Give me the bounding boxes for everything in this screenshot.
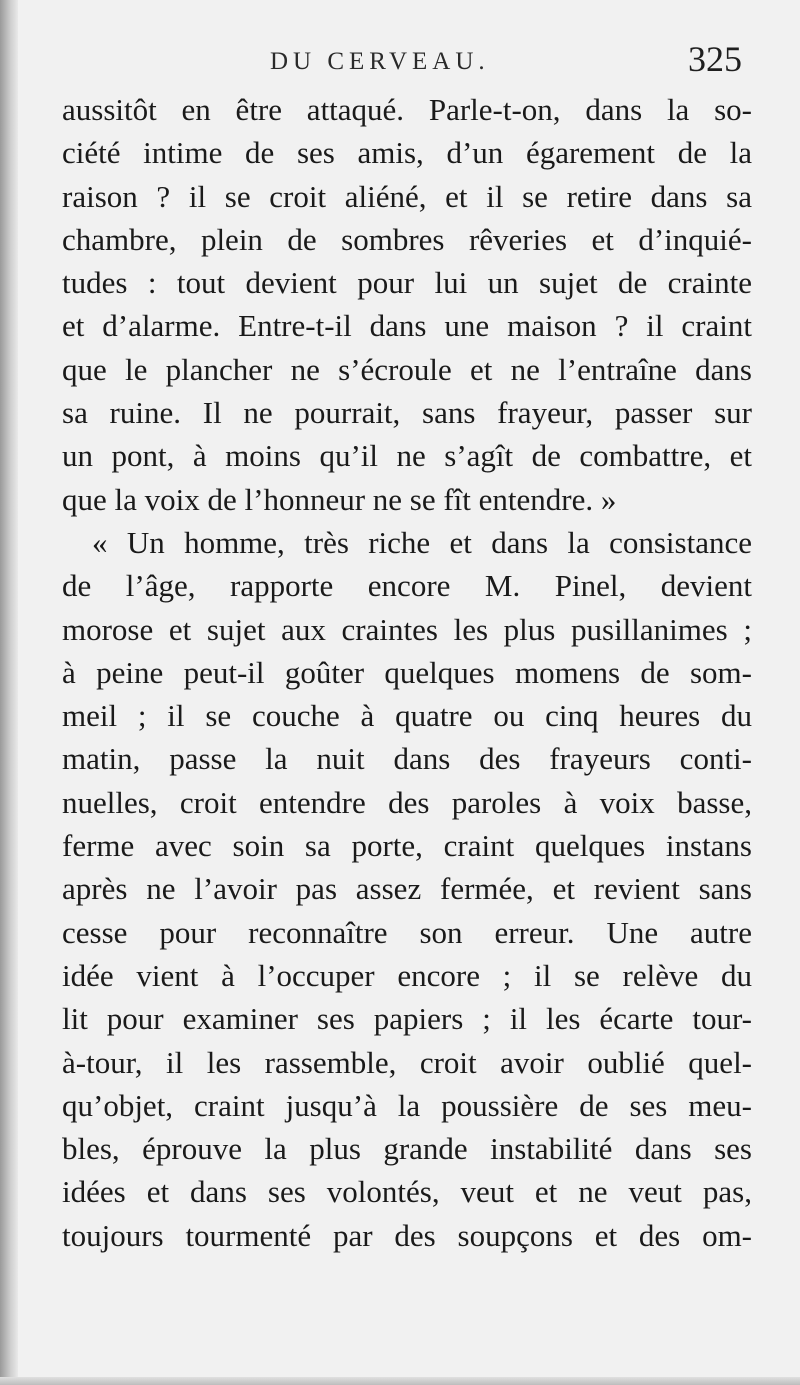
- text-line: de l’âge, rapporte encore M. Pinel, devient: [62, 568, 752, 604]
- text-line: raison ? il se croit aliéné, et il se retire dans sa: [62, 178, 752, 214]
- text-line: nuelles, croit entendre des paroles à voix basse,: [62, 784, 752, 820]
- running-title: DU CERVEAU.: [270, 48, 490, 75]
- paragraph-start-line: « Un homme, très riche et dans la consistance: [92, 524, 752, 560]
- running-header: [0, 38, 800, 82]
- text-line: après ne l’avoir pas assez fermée, et revient sans: [62, 871, 752, 907]
- text-line: à peine peut-il goûter quelques momens de som-: [62, 654, 752, 690]
- page-gutter-shadow: [0, 0, 18, 1385]
- text-line: aussitôt en être attaqué. Parle-t-on, dans la so-: [62, 92, 752, 127]
- text-line: toujours tourmenté par des soupçons et des om-: [62, 1217, 752, 1253]
- paragraph-end-line: que la voix de l’honneur ne se fît entendre. »: [62, 481, 617, 517]
- page-number: 325: [688, 39, 742, 79]
- text-line: à-tour, il les rassemble, croit avoir oublié quel-: [62, 1044, 752, 1080]
- text-line: que le plancher ne s’écroule et ne l’entraîne dans: [62, 351, 752, 387]
- text-line: sa ruine. Il ne pourrait, sans frayeur, passer sur: [62, 395, 752, 431]
- text-line: idées et dans ses volontés, veut et ne veut pas,: [62, 1174, 752, 1210]
- text-line: matin, passe la nuit dans des frayeurs conti-: [62, 741, 752, 777]
- text-line: cesse pour reconnaître son erreur. Une autre: [62, 914, 752, 950]
- text-line: un pont, à moins qu’il ne s’agît de combattre, et: [62, 438, 752, 474]
- text-line: lit pour examiner ses papiers ; il les écarte tour-: [62, 1001, 752, 1037]
- text-line: meil ; il se couche à quatre ou cinq heures du: [62, 698, 752, 734]
- text-line: chambre, plein de sombres rêveries et d’inquié-: [62, 221, 752, 257]
- text-line: qu’objet, craint jusqu’à la poussière de ses meu-: [62, 1087, 752, 1123]
- text-line: et d’alarme. Entre-t-il dans une maison ? il craint: [62, 308, 752, 344]
- text-line: morose et sujet aux craintes les plus pusillanimes ;: [62, 611, 752, 647]
- text-line: ferme avec soin sa porte, craint quelques instans: [62, 828, 752, 864]
- text-line: idée vient à l’occuper encore ; il se relève du: [62, 957, 752, 993]
- page-bottom-edge: [0, 1377, 800, 1385]
- text-line: bles, éprouve la plus grande instabilité dans ses: [62, 1131, 752, 1167]
- text-line: ciété intime de ses amis, d’un égarement de la: [62, 135, 752, 171]
- text-line: tudes : tout devient pour lui un sujet de crainte: [62, 265, 752, 301]
- body-text: [62, 88, 752, 1257]
